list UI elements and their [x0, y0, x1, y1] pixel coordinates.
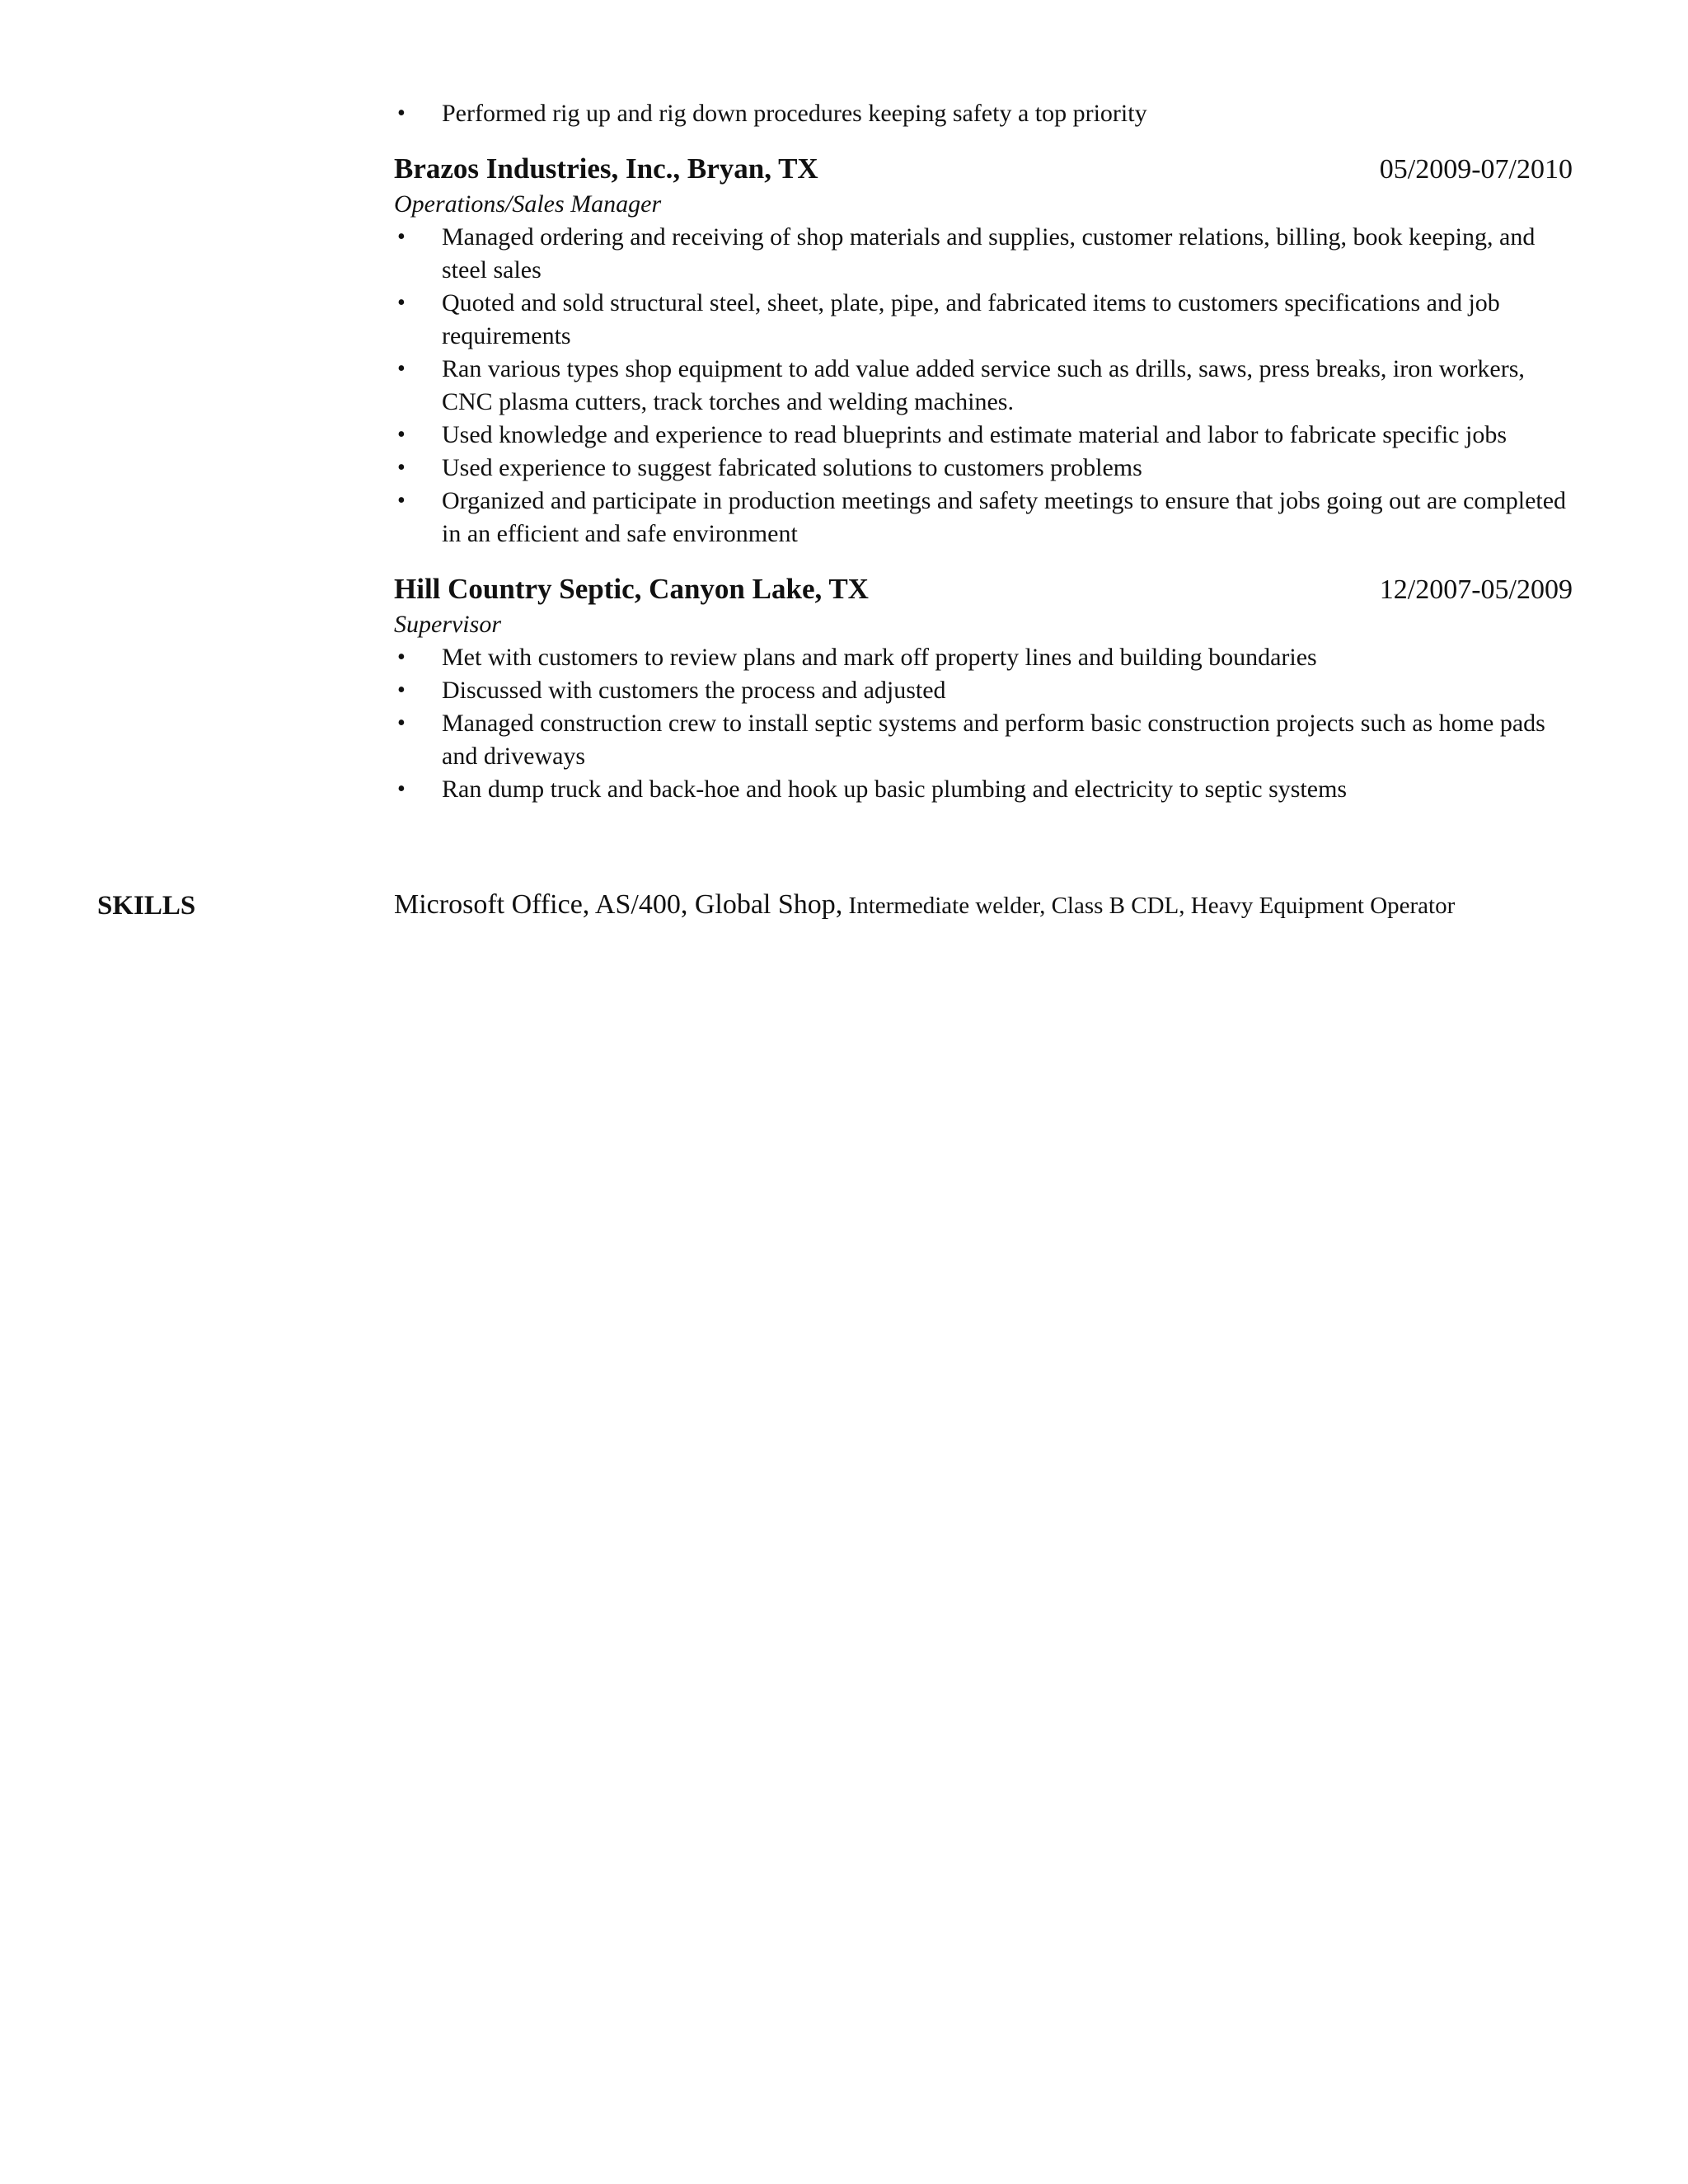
- bullet-icon: •: [397, 644, 406, 670]
- skills-secondary: Intermediate welder, Class B CDL, Heavy Equipment Operator: [842, 893, 1456, 919]
- bullet-icon: •: [397, 677, 406, 703]
- list-item: [394, 674, 1573, 707]
- job-title: Operations/Sales Manager: [394, 190, 662, 218]
- bullet-icon: •: [397, 710, 406, 736]
- bullet-text: Organized and participate in production meetings and safety meetings to ensure that jobs going out are completed in an efficient and safe environment: [442, 487, 1567, 547]
- company-name: Brazos Industries, Inc., Bryan, TX: [394, 152, 818, 185]
- bullet-text: Used experience to suggest fabricated solutions to customers problems: [442, 454, 1142, 481]
- list-item: [394, 353, 1573, 419]
- bullet-text: Ran various types shop equipment to add value added service such as drills, saws, press breaks, iron workers, CNC plasma cutters, track torches and welding machines.: [442, 355, 1525, 415]
- job-title: Supervisor: [394, 611, 501, 638]
- bullet-icon: •: [397, 488, 406, 513]
- list-item: [394, 419, 1573, 452]
- bullet-text: Performed rig up and rig down procedures keeping safety a top priority: [442, 100, 1147, 127]
- bullet-text: Used knowledge and experience to read blueprints and estimate material and labor to fabricate specific jobs: [442, 421, 1507, 448]
- skills-primary: Microsoft Office, AS/400, Global Shop,: [394, 889, 843, 920]
- bullet-icon: •: [397, 101, 406, 126]
- bullet-text: Managed construction crew to install septic systems and perform basic construction projects such as home pads and driveways: [442, 710, 1545, 770]
- bullet-text: Managed ordering and receiving of shop materials and supplies, customer relations, billing, book keeping, and steel sales: [442, 223, 1536, 284]
- job-header: [394, 569, 1573, 610]
- bullet-text: Quoted and sold structural steel, sheet, plate, pipe, and fabricated items to customers specifications and job requirements: [442, 289, 1500, 349]
- job-dates: 05/2009-07/2010: [1379, 154, 1573, 185]
- job-dates: 12/2007-05/2009: [1379, 574, 1573, 605]
- list-item: [394, 452, 1573, 485]
- list-item: [394, 485, 1573, 551]
- list-item: [394, 641, 1573, 674]
- list-item: [394, 707, 1573, 773]
- bullet-icon: •: [397, 356, 406, 382]
- skills-text: [394, 887, 1573, 924]
- job-entry-hill-country: [394, 569, 1573, 806]
- experience-section: [394, 97, 1573, 806]
- list-item: [394, 97, 1573, 130]
- job-bullet-list: [394, 641, 1573, 806]
- bullet-icon: •: [397, 224, 406, 250]
- job-entry-brazos: [394, 148, 1573, 551]
- job-bullet-list: [394, 221, 1573, 551]
- skills-heading: SKILLS: [97, 891, 196, 921]
- job-header: [394, 148, 1573, 190]
- bullet-text: Ran dump truck and back-hoe and hook up basic plumbing and electricity to septic systems: [442, 776, 1348, 803]
- intro-bullet-list: [394, 97, 1573, 130]
- company-name: Hill Country Septic, Canyon Lake, TX: [394, 573, 869, 605]
- bullet-icon: •: [397, 776, 406, 802]
- bullet-text: Met with customers to review plans and mark off property lines and building boundaries: [442, 644, 1317, 671]
- list-item: [394, 773, 1573, 806]
- bullet-icon: •: [397, 455, 406, 480]
- bullet-icon: •: [397, 422, 406, 448]
- bullet-icon: •: [397, 290, 406, 316]
- list-item: [394, 221, 1573, 287]
- bullet-text: Discussed with customers the process and adjusted: [442, 677, 946, 704]
- list-item: [394, 287, 1573, 353]
